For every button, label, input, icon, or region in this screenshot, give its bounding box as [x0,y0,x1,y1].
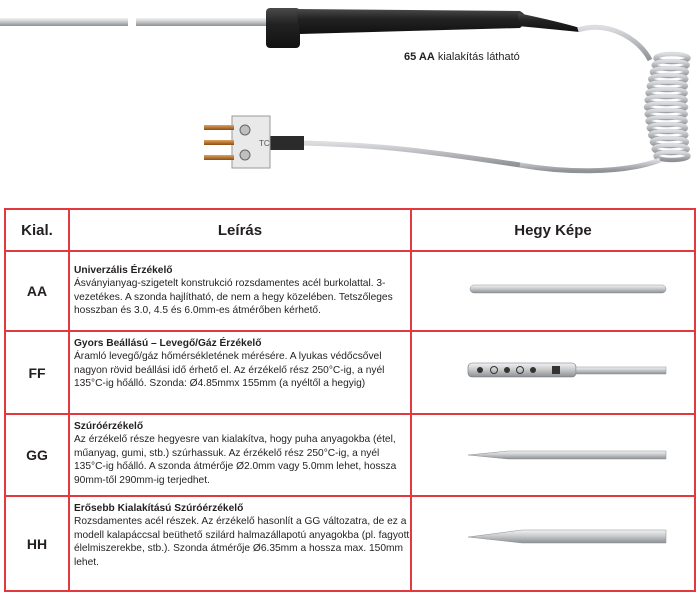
row-title: Erősebb Kialakítású Szúróérzékelő [74,503,244,514]
row-title: Szúróérzékelő [74,421,144,432]
row-title: Univerzális Érzékelő [74,265,173,276]
probe-types-table [4,208,696,592]
table-row [6,332,694,413]
row-description [74,337,410,391]
straight-cable [300,143,520,165]
probe-handle [266,8,580,48]
row-code: FF [28,364,46,381]
row-code: GG [26,447,48,463]
cable-coil-loop [656,152,689,160]
figure-caption [404,51,520,63]
table-row [6,252,694,330]
caption-text: kialakítás látható [434,51,520,63]
table-row [6,497,694,590]
pointed-tip-icon [412,415,694,495]
row-description [74,264,410,318]
perforated-tip-icon [412,332,694,413]
row-text: Rozsdamentes acél részek. Az érzékelő hasonlít a GG változatra, de ez a modell kalapáccsal beüthető szilárd halmazállapotú anyagokba (pl. fagyott élelmiszerekbe, stb.). Szonda átmérője Ø6.35mm a hossza max. 150mm lehet. [74,516,410,568]
row-title: Gyors Beállású – Levegő/Gáz Érzékelő [74,338,262,349]
header-code: Kial. [21,221,53,239]
heavy-pointed-tip-icon [412,497,694,590]
row-code: AA [26,283,48,299]
row-description [74,420,410,487]
thermocouple-connector [204,116,270,168]
coiled-cable [578,27,650,60]
header-description: Leírás [217,221,263,239]
row-text: Az érzékelő része hegyesre van kialakítva, hogy puha anyagokba (étel, műanyag, gumi, stb.) szúrhassuk. Az érzékelő rész 250°C-ig, a nyél 135°C-ig hőálló. A szonda átmérője Ø2.0mm vagy 5.0mm lehet, hossza 90mm-től 290mm-ig terjedhet. [74,434,397,486]
connector-mark: TC [259,139,270,148]
cable-tail [520,160,660,171]
strain-relief [268,136,304,150]
row-description [74,502,410,569]
probe-rod [0,18,266,26]
table-row [6,415,694,495]
row-text: Áramló levegő/gáz hőmérsékletének mérésére. A lyukas védőcsővel nagyon rövid beállási idő érhető el. Az érzékelő rész 250°C-ig, a nyél 135°C-ig hőálló. Szonda: Ø4.85mmx 155mm (a nyéltől a hegyig) [74,351,385,390]
row-text: Ásványianyag-szigetelt konstrukció rozsdamentes acél burkolattal. 3-vezetékes. A szonda hajlítható, de nem a hegy közelében. Tetszőleges hosszban és 3.0, 4.5 és 6.0mm-es átmérőben kérhető. [74,278,393,317]
probe-illustration [0,0,700,200]
header-tip: Hegy Képe [514,221,592,239]
row-code: HH [26,535,48,552]
caption-model: 65 AA [404,51,435,63]
rounded-rod-tip-icon [412,252,694,330]
cable-coils [520,54,689,171]
